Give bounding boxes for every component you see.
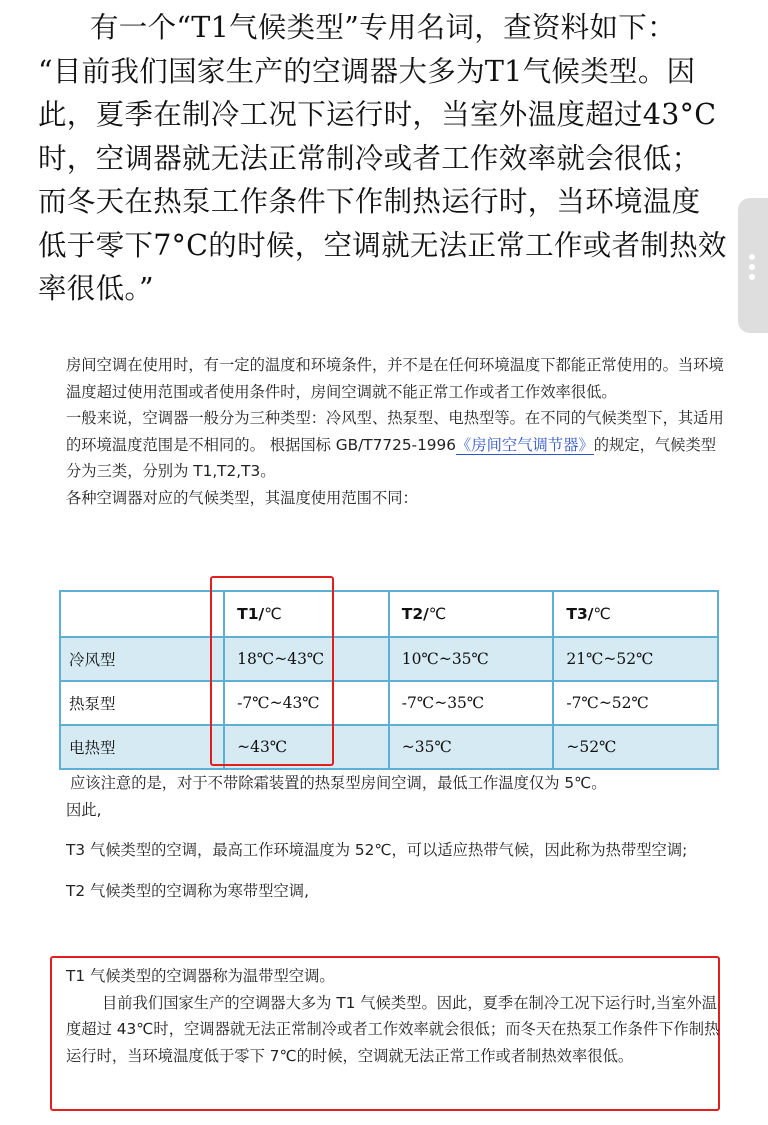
doc-paragraph: T2 气候类型的空调称为寒带型空调, xyxy=(66,881,309,900)
intro-quote: “目前我们国家生产的空调器大多为T1气候类型。因此，夏季在制冷工况下运行时，当室外温度超过43°C时，空调器就无法正常制冷或者工作效率就会很低；而冬天在热泵工作条件下作制热运行时，当环境温度低于零下7°C的时候，空调就无法正常工作或者制热效率很低。” xyxy=(38,54,727,305)
note-title: T1 气候类型的空调器称为温带型空调。 xyxy=(66,967,335,985)
doc-paragraph: 房间空调在使用时，有一定的温度和环境条件，并不是在任何环境温度下都能正常使用的。当环境温度超过使用范围或者使用条件时，房间空调就不能正常工作或者工作效率很低。 xyxy=(66,356,724,401)
climate-type-table xyxy=(59,590,719,770)
after-table-text xyxy=(66,770,726,904)
more-dot-icon xyxy=(749,264,755,270)
table-cell: 热泵型 xyxy=(60,681,224,725)
table-cell: 18℃~43℃ xyxy=(224,637,389,681)
doc-paragraph: 各种空调器对应的气候类型，其温度使用范围不同： xyxy=(66,488,418,507)
table-header-cell: T2/℃ xyxy=(389,591,554,637)
table-cell: ~52℃ xyxy=(553,725,718,769)
doc-text: 一般来说，空调器一般分为三种类型：冷风型、热泵型、电热型等。在不同的气候类型下，其适用的环境温度范围是不相同的。 根据国标 GB/T7725-1996 xyxy=(66,409,724,454)
table-row xyxy=(60,681,718,725)
doc-paragraph xyxy=(66,405,726,485)
document-body xyxy=(66,352,726,511)
table-cell: 冷风型 xyxy=(60,637,224,681)
table-cell: 电热型 xyxy=(60,725,224,769)
doc-paragraph: 因此, xyxy=(66,800,102,819)
table-cell: ~35℃ xyxy=(389,725,554,769)
t1-note xyxy=(66,963,721,1069)
more-dot-icon xyxy=(749,274,755,280)
intro-line1: 有一个“T1气候类型”专用名词，查资料如下： xyxy=(90,11,676,44)
table-cell: 21℃~52℃ xyxy=(553,637,718,681)
table-header-cell xyxy=(60,591,224,637)
note-body: 目前我们国家生产的空调器大多为 T1 气候类型。因此，夏季在制冷工况下运行时,当室外温度超过 43℃时，空调器就无法正常制冷或者工作效率就会很低；而冬天在热泵工作条件下作制热运行时，当环境温度低于零下 7℃的时候，空调就无法正常工作或者制热效率很低。 xyxy=(66,993,720,1065)
more-dot-icon xyxy=(749,254,755,260)
table-cell: ~43℃ xyxy=(224,725,389,769)
table-cell: 10℃~35℃ xyxy=(389,637,554,681)
intro-text xyxy=(38,6,728,311)
table-header-cell: T1/℃ xyxy=(224,591,389,637)
table-header-row xyxy=(60,591,718,637)
table-header-cell: T3/℃ xyxy=(553,591,718,637)
table-cell: -7℃~35℃ xyxy=(389,681,554,725)
table-row xyxy=(60,725,718,769)
doc-paragraph: T3 气候类型的空调，最高工作环境温度为 52℃，可以适应热带气候，因此称为热带型空调; xyxy=(66,841,688,859)
doc-text: 的规定，气候类型分为三类，分别为 T1,T2,T3。 xyxy=(66,435,717,480)
side-menu-handle[interactable] xyxy=(738,198,768,333)
t1-column-highlight xyxy=(210,576,334,766)
table-cell: -7℃~52℃ xyxy=(553,681,718,725)
standard-link[interactable]: 《房间空气调节器》 xyxy=(456,435,594,454)
table-cell: -7℃~43℃ xyxy=(224,681,389,725)
doc-paragraph: 应该注意的是，对于不带除霜装置的热泵型房间空调，最低工作温度仅为 5℃。 xyxy=(70,774,607,792)
table-row xyxy=(60,637,718,681)
